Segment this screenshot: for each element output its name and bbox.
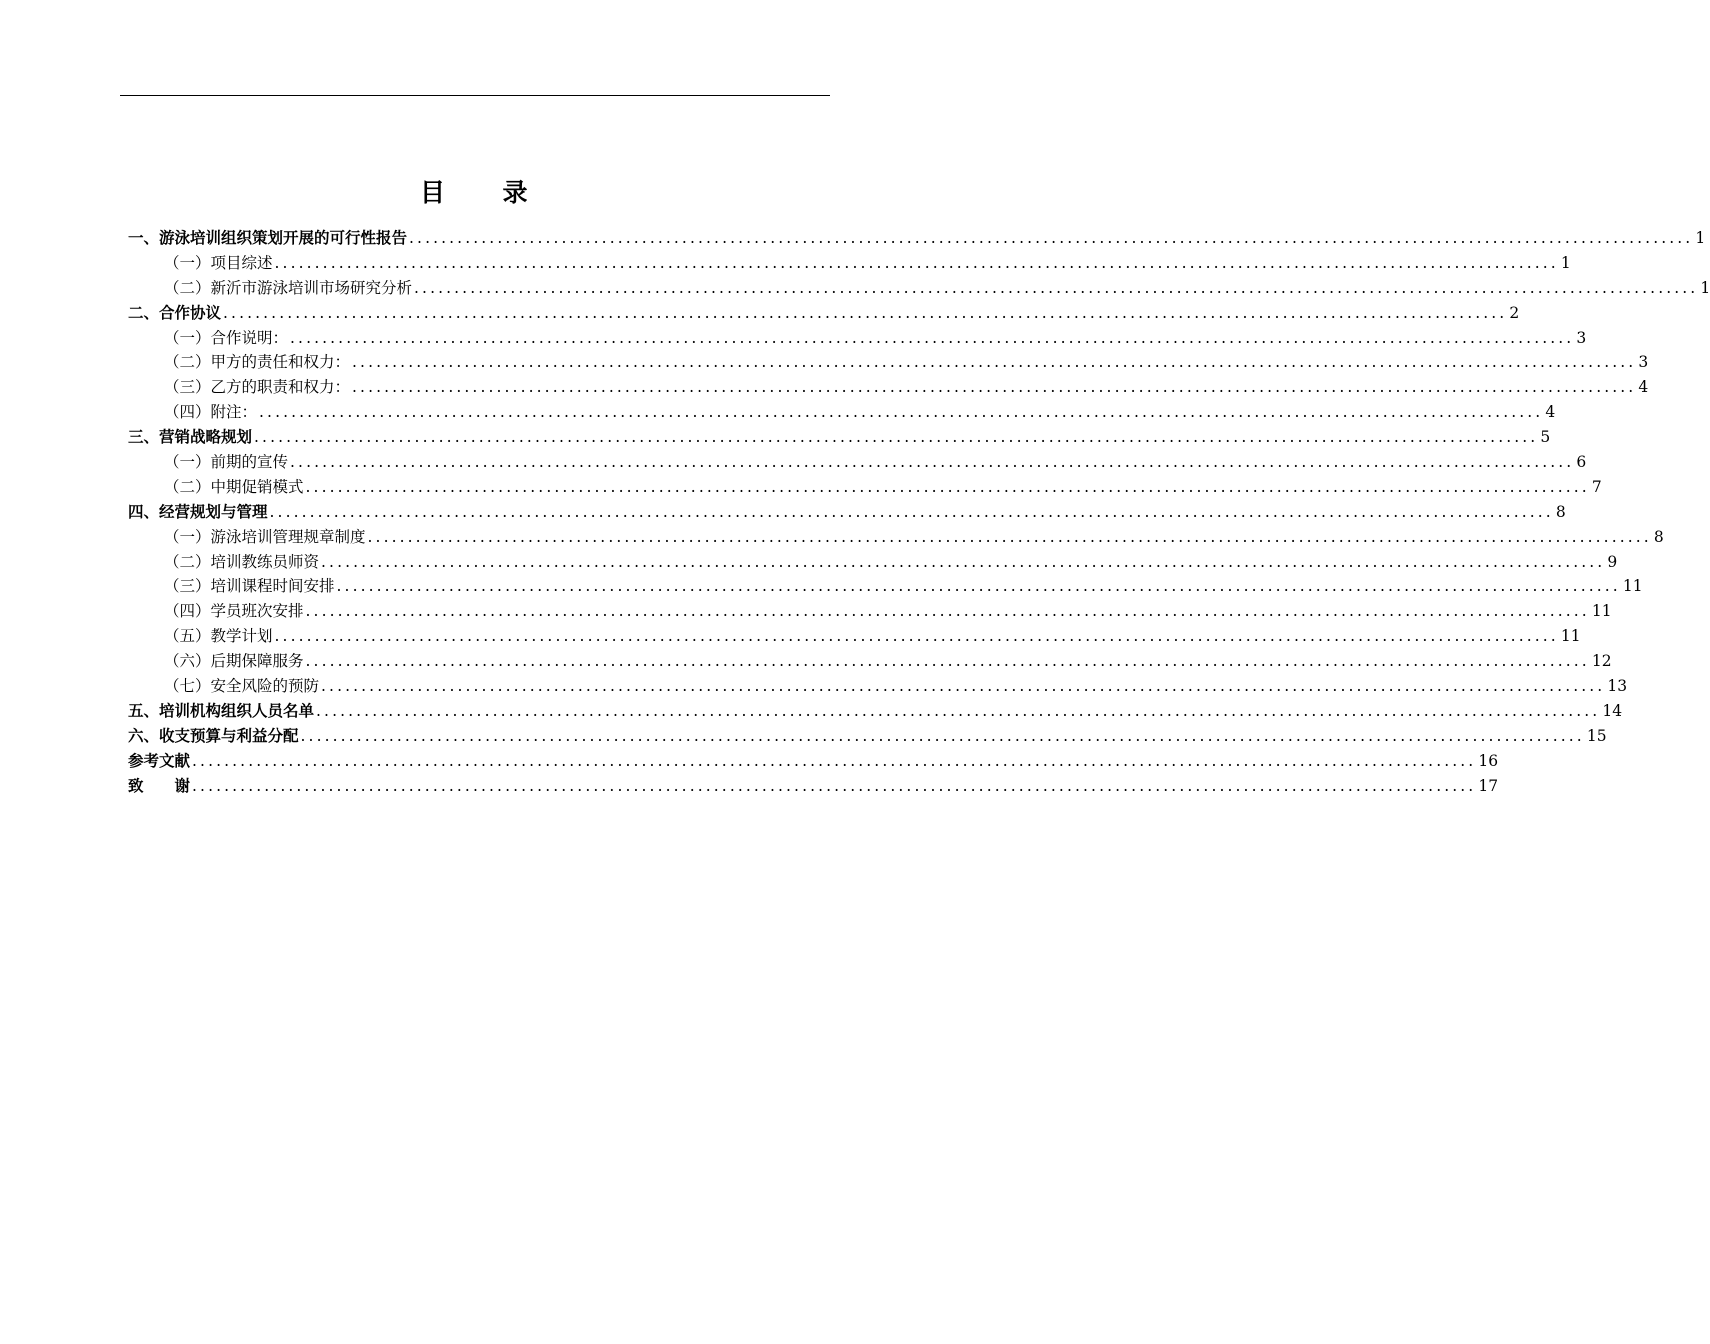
- toc-dot-leader: ................................................................................................................................................................: [316, 701, 1601, 720]
- toc-entry-3[interactable]: [128, 276, 1710, 301]
- toc-entry-title: （一）项目综述: [164, 253, 273, 272]
- toc-entry-title: 一、游泳培训组织策划开展的可行性报告: [128, 229, 408, 247]
- toc-page-number: 5: [1540, 428, 1551, 447]
- toc-entry-5[interactable]: [128, 326, 1587, 351]
- toc-dot-leader: ................................................................................................................................................................: [414, 278, 1699, 297]
- toc-dot-leader: ................................................................................................................................................................: [290, 453, 1575, 472]
- toc-page-number: 14: [1602, 701, 1623, 720]
- toc-entry-23[interactable]: [128, 774, 1499, 799]
- toc-entry-6[interactable]: [128, 350, 1649, 375]
- toc-entry-16[interactable]: [128, 599, 1612, 624]
- toc-page-number: 1: [1560, 253, 1571, 272]
- toc-dot-leader: ................................................................................................................................................................: [321, 677, 1606, 696]
- toc-entry-22[interactable]: [128, 749, 1499, 774]
- toc-entry-title: 五、培训机构组织人员名单: [128, 701, 315, 720]
- toc-dot-leader: ................................................................................................................................................................: [367, 527, 1652, 546]
- toc-entry-21[interactable]: [128, 724, 1607, 749]
- toc-page-number: 16: [1478, 751, 1499, 770]
- toc-dot-leader: ................................................................................................................................................................: [409, 229, 1694, 247]
- toc-entry-title: 四、经营规划与管理: [128, 502, 268, 521]
- toc-entry-title: 致 谢: [128, 776, 191, 795]
- toc-entry-title: （四）学员班次安排: [164, 602, 304, 621]
- toc-page-number: 3: [1576, 328, 1587, 347]
- toc-dot-leader: ................................................................................................................................................................: [223, 303, 1508, 322]
- toc-page-number: 7: [1591, 477, 1602, 496]
- toc-page-number: 11: [1560, 627, 1581, 646]
- toc-page-number: 11: [1622, 577, 1643, 596]
- toc-dot-leader: ................................................................................................................................................................: [274, 627, 1559, 646]
- toc-entry-4[interactable]: [128, 301, 1520, 326]
- toc-dot-leader: ................................................................................................................................................................: [352, 353, 1637, 372]
- toc-entry-9[interactable]: [128, 425, 1551, 450]
- toc-dot-leader: ................................................................................................................................................................: [352, 378, 1637, 397]
- toc-dot-leader: ................................................................................................................................................................: [192, 751, 1477, 770]
- toc-dot-leader: ................................................................................................................................................................: [300, 726, 1585, 745]
- toc-entry-17[interactable]: [128, 624, 1581, 649]
- toc-entry-title: 二、合作协议: [128, 303, 222, 322]
- toc-page-number: 13: [1607, 677, 1628, 696]
- toc-entry-title: （二）中期促销模式: [164, 477, 304, 496]
- page-title: 目 录: [419, 177, 530, 207]
- toc-page-number: 11: [1591, 602, 1612, 621]
- toc-dot-leader: ................................................................................................................................................................: [305, 477, 1590, 496]
- toc-entry-12[interactable]: [128, 500, 1566, 525]
- toc-page-number: 4: [1545, 403, 1556, 422]
- toc-entry-2[interactable]: [128, 251, 1571, 276]
- toc-dot-leader: ................................................................................................................................................................: [321, 552, 1606, 571]
- toc-entry-title: （二）甲方的责任和权力：: [164, 353, 351, 372]
- toc-entry-title: （七）安全风险的预防: [164, 677, 320, 696]
- toc-page-number: 1: [1700, 278, 1710, 297]
- toc-page-number: 4: [1638, 378, 1649, 397]
- toc-entry-1[interactable]: [128, 226, 1706, 251]
- toc-entry-18[interactable]: [128, 649, 1612, 674]
- toc-entry-10[interactable]: [128, 450, 1587, 475]
- toc-page-number: 1: [1695, 229, 1706, 247]
- toc-page-number: 3: [1638, 353, 1649, 372]
- toc-page-number: 12: [1591, 652, 1612, 671]
- toc-dot-leader: ................................................................................................................................................................: [192, 776, 1477, 795]
- toc-entry-title: （一）前期的宣传: [164, 453, 289, 472]
- toc-page-number: 6: [1576, 453, 1587, 472]
- toc-dot-leader: ................................................................................................................................................................: [305, 652, 1590, 671]
- toc-dot-leader: ................................................................................................................................................................: [254, 428, 1539, 447]
- toc-entry-title: （一）合作说明：: [164, 328, 289, 347]
- toc-entry-13[interactable]: [128, 525, 1664, 550]
- toc-entry-11[interactable]: [128, 475, 1602, 500]
- toc-entry-title: （一）游泳培训管理规章制度: [164, 527, 366, 546]
- toc-page-number: 8: [1653, 527, 1664, 546]
- toc-entry-20[interactable]: [128, 699, 1623, 724]
- toc-entry-15[interactable]: [128, 574, 1643, 599]
- toc-dot-leader: ................................................................................................................................................................: [274, 253, 1559, 272]
- toc-entry-title: 参考文献: [128, 751, 191, 770]
- toc-page-number: 9: [1607, 552, 1618, 571]
- toc-entry-14[interactable]: [128, 550, 1618, 575]
- toc-dot-leader: ................................................................................................................................................................: [305, 602, 1590, 621]
- toc-entry-title: 六、收支预算与利益分配: [128, 726, 299, 745]
- toc-entry-title: （三）乙方的职责和权力：: [164, 378, 351, 397]
- toc-entry-title: （三）培训课程时间安排: [164, 577, 335, 596]
- toc-page-number: 8: [1555, 502, 1566, 521]
- toc-dot-leader: ................................................................................................................................................................: [336, 577, 1621, 596]
- toc-entry-19[interactable]: [128, 674, 1628, 699]
- header-rule: [120, 95, 830, 96]
- toc-entry-8[interactable]: [128, 400, 1556, 425]
- toc-entry-title: （五）教学计划: [164, 627, 273, 646]
- toc-dot-leader: ................................................................................................................................................................: [259, 403, 1544, 422]
- toc-dot-leader: ................................................................................................................................................................: [269, 502, 1554, 521]
- toc-page-number: 2: [1509, 303, 1520, 322]
- toc-page-number: 17: [1478, 776, 1499, 795]
- toc-entry-title: （二）新沂市游泳培训市场研究分析: [164, 278, 413, 297]
- toc-entry-7[interactable]: [128, 375, 1649, 400]
- toc-entry-title: （二）培训教练员师资: [164, 552, 320, 571]
- toc-entry-title: （六）后期保障服务: [164, 652, 304, 671]
- table-of-contents: [128, 226, 1710, 798]
- toc-page-number: 15: [1586, 726, 1607, 745]
- toc-dot-leader: ................................................................................................................................................................: [290, 328, 1575, 347]
- toc-entry-title: （四）附注：: [164, 403, 258, 422]
- toc-entry-title: 三、营销战略规划: [128, 428, 253, 447]
